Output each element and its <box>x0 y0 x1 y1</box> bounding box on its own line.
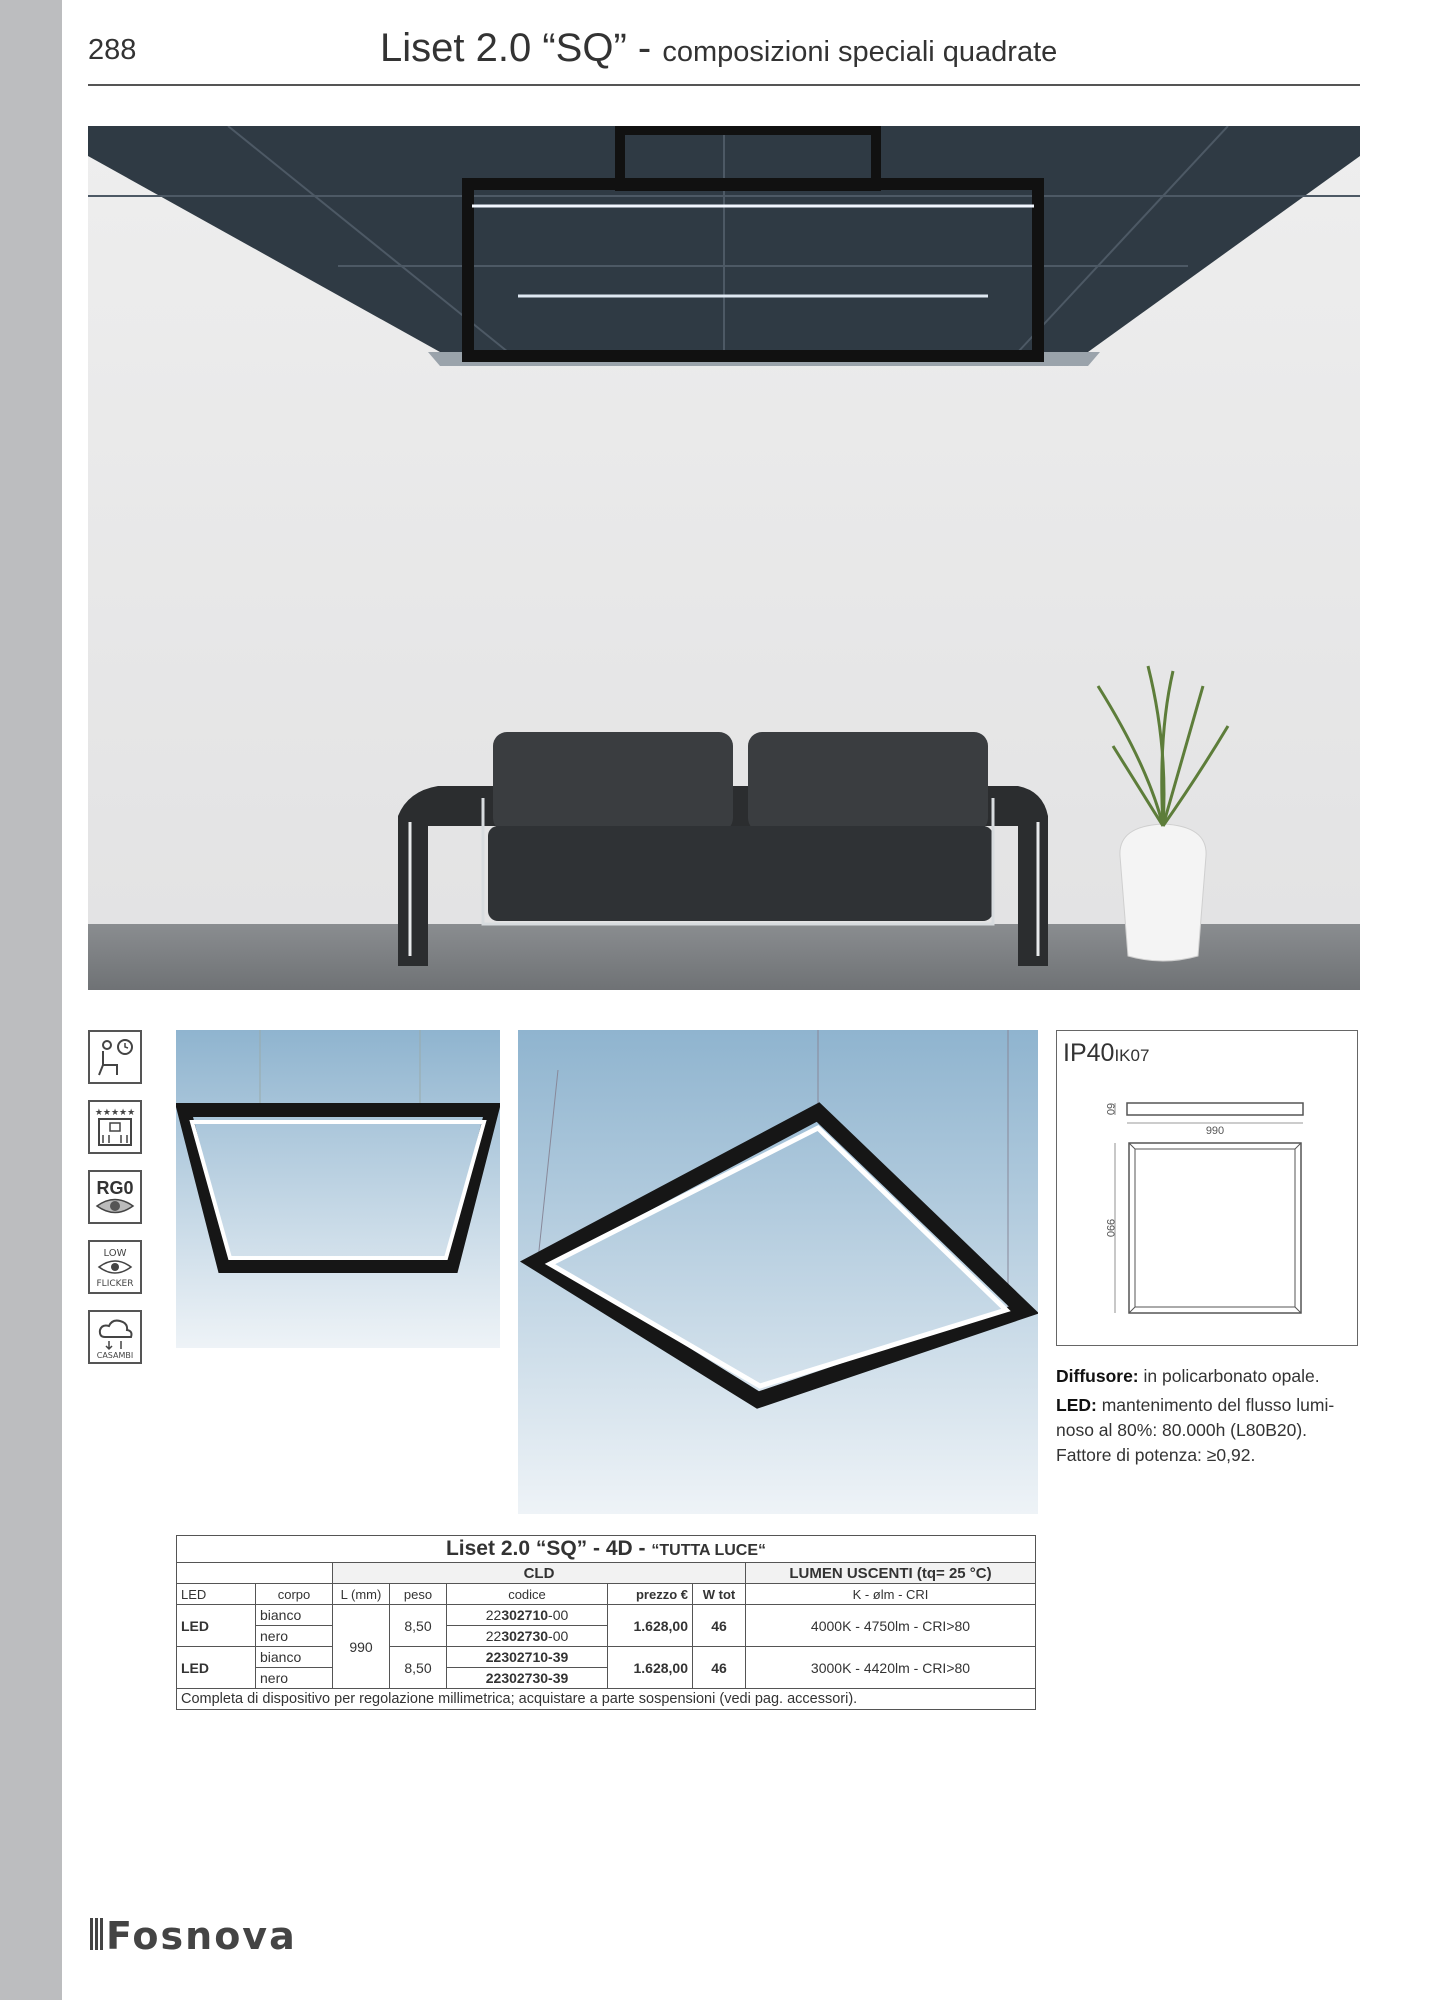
col-k: K - ølm - CRI <box>746 1584 1036 1605</box>
svg-text:FLICKER: FLICKER <box>96 1279 134 1287</box>
hotel-icon <box>88 1100 142 1154</box>
col-codice: codice <box>447 1584 608 1605</box>
product-code: 22302730-39 <box>447 1668 608 1689</box>
product-photo-perspective <box>518 1030 1038 1514</box>
col-l-mm: L (mm) <box>333 1584 390 1605</box>
feature-icons <box>88 1030 144 1380</box>
svg-text:Fosnova: Fosnova <box>106 1914 297 1956</box>
product-code: 22302710-39 <box>447 1647 608 1668</box>
product-code: 22302730-00 <box>447 1626 608 1647</box>
table-row: LED bianco 8,50 22302710-39 1.628,00 46 3000K - 4420lm - CRI>80 <box>177 1647 1036 1668</box>
col-corpo: corpo <box>256 1584 333 1605</box>
work-person-icon <box>88 1030 142 1084</box>
product-photo-front <box>176 1030 500 1348</box>
dim-width-label: 990 <box>1205 1125 1225 1137</box>
spec-text <box>1056 1364 1360 1472</box>
col-peso: peso <box>390 1584 447 1605</box>
ip-value: IP40 <box>1063 1039 1115 1067</box>
casambi-icon <box>88 1310 142 1364</box>
side-stripe <box>0 0 62 2000</box>
header-rule <box>88 84 1360 86</box>
table-row: nero 22302730-39 <box>177 1668 1036 1689</box>
dim-height-label: 60 <box>1104 1102 1116 1116</box>
svg-text:CASAMBI: CASAMBI <box>96 1351 134 1359</box>
table-row: LED bianco 990 8,50 22302710-00 1.628,00 46 4000K - 4750lm - CRI>80 <box>177 1605 1036 1626</box>
svg-text:LOW: LOW <box>103 1248 127 1259</box>
spec-led: LED: mantenimento del flusso lumi-noso al 80%: 80.000h (L80B20). <box>1056 1395 1335 1440</box>
technical-drawing <box>1056 1030 1358 1346</box>
table-note: Completa di dispositivo per regolazione millimetrica; acquistare a parte sospensioni (vedi pag. accessori). <box>177 1689 1036 1710</box>
page-number: 288 <box>88 34 137 66</box>
spec-diffusore: Diffusore: in policarbonato opale. <box>1056 1366 1320 1386</box>
col-prezzo: prezzo € <box>608 1584 693 1605</box>
spec-power-factor: Fattore di potenza: ≥0,92. <box>1056 1445 1256 1465</box>
group-cld: CLD <box>333 1563 746 1584</box>
table-row: nero 22302730-00 <box>177 1626 1036 1647</box>
rg0-label: RG0 <box>96 1178 134 1198</box>
group-lumen: LUMEN USCENTI (tq= 25 °C) <box>746 1563 1036 1584</box>
price: 1.628,00 <box>608 1647 693 1689</box>
price: 1.628,00 <box>608 1605 693 1647</box>
l-mm-value: 990 <box>333 1605 390 1689</box>
hero-photo <box>88 126 1360 990</box>
ik-value: IK07 <box>1114 1046 1150 1065</box>
title-sub: composizioni speciali quadrate <box>662 36 1058 68</box>
brand-logo <box>88 1912 298 1956</box>
rg0-eye-icon <box>88 1170 142 1224</box>
col-w-tot: W tot <box>693 1584 746 1605</box>
page-title <box>380 26 1057 71</box>
svg-text:★★★★★: ★★★★★ <box>94 1108 136 1118</box>
title-main: Liset 2.0 “SQ” - <box>380 26 663 70</box>
low-flicker-icon <box>88 1240 142 1294</box>
col-led: LED <box>177 1584 256 1605</box>
product-table <box>176 1535 1036 1710</box>
product-code: 22302710-00 <box>447 1605 608 1626</box>
table-title: Liset 2.0 “SQ” - 4D - “TUTTA LUCE“ <box>177 1536 1036 1563</box>
dim-depth-label: 990 <box>1104 1218 1116 1238</box>
